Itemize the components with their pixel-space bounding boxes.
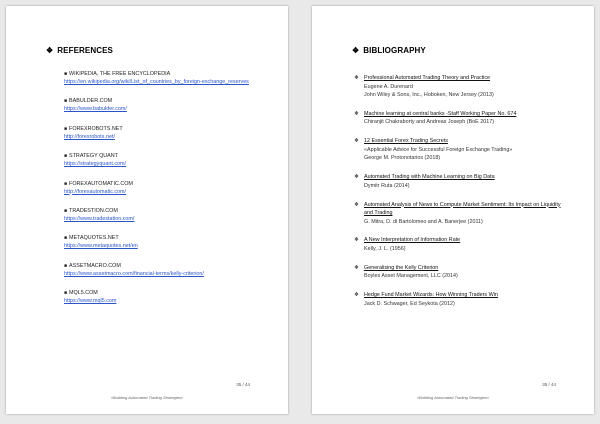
reference-name: [64, 207, 264, 215]
bibliography-entry: [354, 74, 564, 100]
square-bullet-icon: ■: [64, 235, 68, 242]
diamond-icon: ❖: [354, 264, 359, 271]
diamond-icon: ❖: [354, 201, 359, 208]
references-heading: ❖ REFERENCES: [46, 46, 113, 55]
bibliography-detail: Chiranjit Chakraborty and Andreas Joseph (BoE 2017): [364, 119, 495, 126]
reference-name-text: MQL5.COM: [69, 290, 98, 297]
bibliography-title[interactable]: Hedge Fund Market Wizards: How Winning Traders Win: [364, 292, 498, 299]
reference-name-text: WIKIPEDIA, THE FREE ENCYCLOPEDIA: [69, 71, 171, 77]
bibliography-detail: George M. Protonotarios (2018): [364, 155, 441, 162]
reference-link[interactable]: http://forexautomatic.com/: [64, 188, 127, 195]
bibliography-title[interactable]: Automated Trading with Machine Learning on Big Data: [364, 174, 495, 181]
reference-name-text: BABULDER.COM: [69, 98, 113, 105]
bibliography-entry-body: [364, 236, 564, 253]
reference-item: [64, 97, 264, 113]
bibliography-entry: [354, 201, 564, 227]
bibliography-title[interactable]: Machine learning at central banks -Staff Working Paper No. 674: [364, 110, 517, 117]
square-bullet-icon: ■: [64, 125, 68, 132]
page-footer: «Building Automated Trading Strategies»: [416, 395, 490, 400]
bibliography-entry-body: [364, 201, 564, 227]
bibliography-entry: [354, 173, 564, 190]
diamond-icon: ❖: [354, 138, 359, 145]
references-page: [6, 6, 288, 414]
reference-link[interactable]: https://en.wikipedia.org/wiki/List_of_countries_by_foreign-exchange_reserves: [64, 79, 249, 85]
page-number: 35 / 44: [542, 382, 556, 387]
reference-name: [64, 234, 264, 242]
bibliography-entry-body: [364, 137, 564, 163]
reference-item: [64, 152, 264, 168]
page-footer: «Building Automated Trading Strategies»: [110, 395, 184, 400]
reference-name-text: STRATEGY QUANT: [69, 153, 118, 160]
reference-item: [64, 262, 264, 278]
reference-item: [64, 180, 264, 196]
reference-link[interactable]: http://forexrobots.net/: [64, 133, 115, 140]
diamond-icon: ❖: [354, 110, 359, 117]
reference-name: [64, 97, 264, 105]
square-bullet-icon: ■: [64, 207, 68, 214]
reference-name-text: TRADESTION.COM: [69, 207, 118, 214]
bibliography-title[interactable]: Professional Automated Trading Theory and Practice: [364, 75, 491, 81]
reference-item: [64, 207, 264, 223]
bibliography-detail: G. Mitra, D. di Bartolomeo and A. Banerjee (2011): [364, 218, 483, 225]
reference-name-text: ASSETMACRO.COM: [69, 262, 121, 269]
diamond-icon: ❖: [46, 46, 54, 55]
diamond-icon: ❖: [352, 46, 360, 55]
reference-link[interactable]: https://www.mql5.com: [64, 298, 117, 305]
diamond-icon: ❖: [354, 292, 359, 299]
reference-link[interactable]: https://www.tradestation.com/: [64, 215, 135, 222]
reference-item: [64, 289, 264, 305]
reference-name: [64, 262, 264, 270]
square-bullet-icon: ■: [64, 98, 68, 105]
bibliography-entry: [354, 110, 564, 127]
bibliography-title[interactable]: Automated Analysis of News to Compute Market Sentiment: Its Impact on Liquidity and Trading: [364, 201, 561, 217]
reference-link[interactable]: https://strategyquant.com/: [64, 161, 127, 168]
bibliography-entry: [354, 264, 564, 281]
reference-name-text: METAQUOTES.NET: [69, 235, 119, 242]
reference-name: [64, 70, 264, 78]
bibliography-detail: Dymitr Ruta (2014): [364, 182, 410, 189]
bibliography-detail: Boyles Asset Management, LLC (2014): [364, 273, 458, 280]
diamond-icon: ❖: [354, 174, 359, 181]
bibliography-entry-body: [364, 173, 564, 190]
square-bullet-icon: ■: [64, 71, 68, 77]
bibliography-title[interactable]: 12 Essential Forex Trading Secrets: [364, 138, 448, 145]
reference-name: [64, 125, 264, 133]
reference-link[interactable]: https://www.assetmacro.com/financial-terms/kelly-criterion/: [64, 270, 204, 277]
diamond-icon: ❖: [354, 75, 359, 81]
bibliography-heading: ❖ BIBLIOGRAPHY: [352, 46, 426, 55]
bibliography-detail: Kelly, J. L. (1956): [364, 245, 406, 252]
reference-name-text: FOREXROBOTS.NET: [69, 125, 123, 132]
references-list: [64, 70, 264, 317]
reference-item: [64, 70, 264, 86]
bibliography-detail: Eugene A. Durenard: [364, 83, 413, 90]
bibliography-entry: [354, 236, 564, 253]
reference-name: [64, 180, 264, 188]
reference-name: [64, 289, 264, 297]
bibliography-entry: [354, 291, 564, 308]
bibliography-title[interactable]: A New Interpretation of Information Rate: [364, 237, 461, 244]
bibliography-detail: Jack D. Schwager, Ed Seykota (2012): [364, 300, 455, 307]
bibliography-entry: [354, 137, 564, 163]
diamond-icon: ❖: [354, 237, 359, 244]
bibliography-entry-body: [364, 74, 564, 100]
bibliography-title[interactable]: Generalising the Kelly Criterion: [364, 264, 439, 271]
bibliography-entry-body: [364, 291, 564, 308]
bibliography-detail: «Applicable Advice for Successful Foreign Exchange Trading»: [364, 146, 513, 153]
reference-item: [64, 234, 264, 250]
reference-name-text: FOREXAUTOMATIC.COM: [69, 180, 133, 187]
reference-link[interactable]: https://www.metaquotes.net/en: [64, 243, 138, 250]
bibliography-list: [354, 74, 564, 319]
square-bullet-icon: ■: [64, 290, 68, 297]
reference-link[interactable]: https://www.babulder.com/: [64, 106, 127, 113]
bibliography-entry-body: [364, 110, 564, 127]
square-bullet-icon: ■: [64, 153, 68, 160]
reference-item: [64, 125, 264, 141]
bibliography-entry-body: [364, 264, 564, 281]
square-bullet-icon: ■: [64, 180, 68, 187]
square-bullet-icon: ■: [64, 262, 68, 269]
bibliography-detail: John Wiley & Sons, Inc., Hoboken, New Jersey (2013): [364, 92, 494, 98]
reference-name: [64, 152, 264, 160]
bibliography-page: [312, 6, 594, 414]
page-number: 35 / 44: [236, 382, 250, 387]
